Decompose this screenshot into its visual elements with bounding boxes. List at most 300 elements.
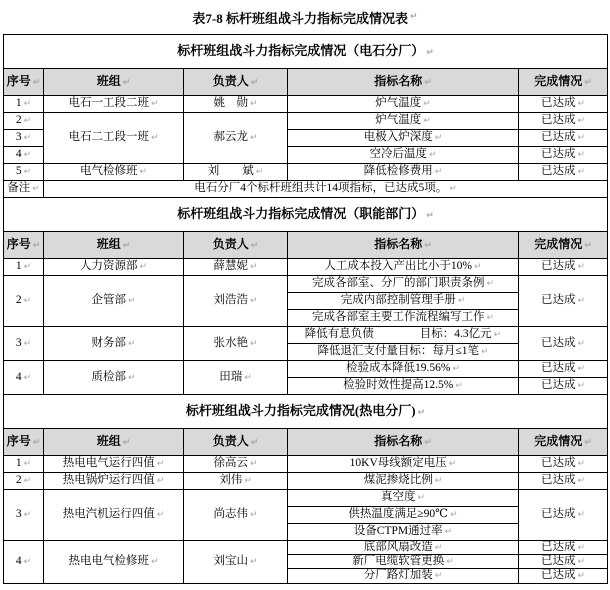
column-header-text: 完成情况 — [534, 74, 583, 89]
table-row — [4, 327, 608, 344]
column-header — [519, 429, 608, 456]
cell-indicator-text: 设备CTPM通过率 — [353, 525, 443, 538]
cell-leader-text: 郝云龙 — [213, 131, 248, 144]
table-section-redian — [3, 394, 608, 584]
paragraph-mark-icon: ↵ — [139, 167, 148, 178]
table-row — [4, 96, 608, 113]
paragraph-mark-icon: ↵ — [577, 167, 586, 178]
cell-num-text: 2 — [15, 114, 22, 127]
cell-leader-text: 刘宝山 — [213, 555, 248, 568]
cell-indicator — [288, 473, 519, 490]
cell-team-text: 质检部 — [91, 370, 126, 383]
paragraph-mark-icon: ↵ — [32, 78, 41, 89]
cell-leader-text: 张水艳 — [213, 336, 248, 349]
paragraph-mark-icon: ↵ — [249, 338, 258, 349]
section-header-row — [4, 395, 608, 429]
paragraph-mark-icon: ↵ — [249, 133, 258, 144]
cell-indicator-text: 完成各部室、分厂的部门职责条例 — [311, 277, 485, 290]
paragraph-mark-icon: ↵ — [577, 133, 586, 144]
cell-indicator-text: 电极入炉深度 — [363, 131, 433, 144]
paragraph-mark-icon: ↵ — [32, 438, 41, 449]
cell-indicator — [288, 490, 519, 507]
paragraph-mark-icon: ↵ — [23, 476, 32, 487]
cell-status-text: 已达成 — [541, 457, 576, 470]
paragraph-mark-icon: ↵ — [424, 78, 432, 89]
cell-num — [4, 147, 44, 164]
cell-indicator — [288, 361, 519, 378]
cell-num — [4, 490, 44, 541]
paragraph-mark-icon: ↵ — [250, 78, 259, 89]
paragraph-mark-icon: ↵ — [584, 241, 592, 252]
cell-leader — [184, 361, 288, 395]
paragraph-mark-icon: ↵ — [577, 510, 586, 521]
cell-leader — [184, 473, 288, 490]
section-title-text: 标杆班组战斗力指标完成情况（职能部门） — [177, 206, 425, 222]
cell-num-text: 1 — [15, 457, 22, 470]
cell-indicator — [288, 569, 519, 583]
cell-num — [4, 361, 44, 395]
paragraph-mark-icon: ↵ — [434, 167, 443, 178]
cell-leader — [184, 276, 288, 327]
section-title — [4, 198, 608, 232]
paragraph-mark-icon: ↵ — [423, 116, 431, 127]
cell-num-text: 3 — [15, 336, 22, 349]
cell-team-text: 热电电气检修班 — [68, 555, 149, 568]
paragraph-mark-icon: ↵ — [577, 476, 586, 487]
paragraph-mark-icon: ↵ — [493, 330, 502, 341]
paragraph-mark-icon: ↵ — [23, 557, 32, 568]
cell-status — [519, 113, 608, 130]
cell-indicator-text: 分厂路灯加装 — [363, 569, 433, 582]
paragraph-mark-icon: ↵ — [584, 438, 592, 449]
cell-status — [519, 276, 608, 327]
paragraph-mark-icon: ↵ — [434, 133, 443, 144]
cell-indicator-text: 炉气温度 — [375, 97, 422, 110]
column-header — [288, 232, 519, 259]
table-row — [4, 541, 608, 555]
paragraph-mark-icon: ↵ — [577, 338, 586, 349]
cell-num — [4, 259, 44, 276]
cell-status-text: 已达成 — [541, 260, 576, 273]
paragraph-mark-icon: ↵ — [577, 262, 586, 273]
paragraph-mark-icon: ↵ — [410, 12, 418, 22]
paragraph-mark-icon: ↵ — [577, 364, 586, 375]
paragraph-mark-icon: ↵ — [474, 262, 482, 273]
table-row — [4, 490, 608, 507]
paragraph-mark-icon: ↵ — [426, 48, 434, 59]
cell-team-text: 企管部 — [91, 294, 126, 307]
paragraph-mark-icon: ↵ — [450, 510, 458, 521]
cell-num-text: 2 — [15, 474, 22, 487]
column-header-text: 负责人 — [212, 74, 249, 89]
cell-indicator — [288, 310, 519, 327]
cell-status-text: 已达成 — [541, 555, 576, 568]
remark-label — [4, 181, 44, 198]
column-header — [44, 69, 184, 96]
column-header-text: 序号 — [6, 74, 31, 89]
cell-leader-text: 姚 勋 — [213, 97, 248, 110]
paragraph-mark-icon: ↵ — [249, 557, 258, 568]
cell-leader — [184, 164, 288, 181]
cell-indicator-text: 供热温度满足≥90℃ — [348, 508, 449, 521]
cell-indicator-text: 10KV母线额定电压 — [349, 457, 447, 470]
cell-num-text: 1 — [15, 97, 22, 110]
paragraph-mark-icon: ↵ — [452, 364, 460, 375]
paragraph-mark-icon: ↵ — [23, 116, 32, 127]
paragraph-mark-icon: ↵ — [423, 99, 431, 110]
cell-status — [519, 361, 608, 378]
column-header — [4, 429, 44, 456]
cell-status-text: 已达成 — [541, 131, 576, 144]
column-header-text: 负责人 — [212, 434, 249, 449]
cell-team — [44, 327, 184, 361]
remark-row — [4, 181, 608, 198]
cell-team — [44, 276, 184, 327]
cell-status-text: 已达成 — [541, 508, 576, 521]
paragraph-mark-icon: ↵ — [23, 167, 32, 178]
cell-status-text: 已达成 — [541, 148, 576, 161]
cell-num — [4, 96, 44, 113]
paragraph-mark-icon: ↵ — [23, 338, 32, 349]
cell-team — [44, 113, 184, 164]
paragraph-mark-icon: ↵ — [23, 262, 32, 273]
column-header-text: 指标名称 — [374, 434, 423, 449]
paragraph-mark-icon: ↵ — [424, 438, 432, 449]
paragraph-mark-icon: ↵ — [434, 571, 443, 582]
paragraph-mark-icon: ↵ — [448, 459, 457, 470]
column-header-text: 序号 — [6, 237, 31, 252]
cell-status — [519, 96, 608, 113]
remark-text-text: 电石分厂4个标杆班组共计14项指标，已达成5项。 — [194, 182, 448, 195]
cell-leader-text: 薛慧妮 — [213, 260, 248, 273]
cell-num — [4, 164, 44, 181]
column-header-text: 完成情况 — [534, 434, 583, 449]
column-header-text: 负责人 — [212, 237, 249, 252]
column-header — [44, 429, 184, 456]
cell-leader-text: 尚志伟 — [213, 508, 248, 521]
cell-status — [519, 456, 608, 473]
cell-status — [519, 147, 608, 164]
cell-team-text: 电石一工段二班 — [68, 97, 149, 110]
paragraph-mark-icon: ↵ — [249, 296, 258, 307]
cell-indicator-text: 完成各部室主要工作流程编写工作 — [311, 311, 485, 324]
paragraph-mark-icon: ↵ — [150, 133, 159, 144]
cell-indicator-text: 煤泥掺烧比例 — [363, 474, 433, 487]
cell-indicator-text: 降低退汇支付量目标：每月≤1笔 — [317, 345, 479, 358]
cell-leader-text: 刘浩浩 — [213, 294, 248, 307]
cell-leader — [184, 327, 288, 361]
paragraph-mark-icon: ↵ — [249, 510, 258, 521]
section-title — [4, 35, 608, 69]
cell-status-text: 已达成 — [541, 114, 576, 127]
cell-status — [519, 473, 608, 490]
paragraph-mark-icon: ↵ — [156, 476, 165, 487]
cell-indicator-text: 检验时效性提高12.5% — [343, 379, 454, 392]
cell-status — [519, 569, 608, 583]
cell-num-text: 4 — [15, 370, 22, 383]
column-header — [4, 69, 44, 96]
paragraph-mark-icon: ↵ — [428, 150, 437, 161]
table-row — [4, 113, 608, 130]
paragraph-mark-icon: ↵ — [23, 133, 32, 144]
paragraph-mark-icon: ↵ — [577, 459, 586, 470]
paragraph-mark-icon: ↵ — [156, 459, 165, 470]
cell-indicator-text: 降低检修费用 — [363, 165, 433, 178]
cell-indicator — [288, 327, 519, 344]
remark-text — [44, 181, 608, 198]
column-header — [519, 232, 608, 259]
paragraph-mark-icon: ↵ — [481, 347, 489, 358]
paragraph-mark-icon: ↵ — [127, 338, 136, 349]
paragraph-mark-icon: ↵ — [127, 296, 136, 307]
paragraph-mark-icon: ↵ — [23, 99, 32, 110]
cell-num-text: 5 — [15, 165, 22, 178]
cell-team — [44, 361, 184, 395]
cell-team — [44, 259, 184, 276]
cell-status-text: 已达成 — [541, 474, 576, 487]
paragraph-mark-icon: ↵ — [23, 150, 32, 161]
paragraph-mark-icon: ↵ — [449, 184, 457, 195]
cell-indicator — [288, 130, 519, 147]
cell-status — [519, 164, 608, 181]
cell-num — [4, 276, 44, 327]
cell-num — [4, 541, 44, 584]
paragraph-mark-icon: ↵ — [455, 381, 463, 392]
cell-team-text: 财务部 — [91, 336, 126, 349]
page-title — [0, 0, 610, 34]
cell-indicator — [288, 456, 519, 473]
cell-team-text: 电气检修班 — [79, 165, 138, 178]
table-row — [4, 361, 608, 378]
cell-indicator-text: 真空度 — [380, 491, 416, 504]
cell-num-text: 4 — [15, 148, 22, 161]
paragraph-mark-icon: ↵ — [249, 99, 258, 110]
paragraph-mark-icon: ↵ — [250, 438, 259, 449]
cell-team-text: 人力资源部 — [79, 260, 138, 273]
cell-num-text: 1 — [15, 260, 22, 273]
paragraph-mark-icon: ↵ — [577, 557, 586, 568]
cell-indicator-text: 人工成本投入产出比小于10% — [324, 260, 473, 273]
column-header — [288, 69, 519, 96]
paragraph-mark-icon: ↵ — [444, 527, 453, 538]
cell-num — [4, 113, 44, 130]
paragraph-mark-icon: ↵ — [577, 116, 586, 127]
cell-team-text: 热电锅炉运行四值 — [62, 474, 155, 487]
cell-indicator — [288, 147, 519, 164]
paragraph-mark-icon: ↵ — [577, 571, 586, 582]
remark-label-text: 备注 — [7, 182, 31, 195]
cell-indicator-text: 底部风扇改造 — [363, 541, 433, 553]
cell-leader — [184, 490, 288, 541]
paragraph-mark-icon: ↵ — [150, 557, 159, 568]
cell-indicator-text: 检验成本降低19.56% — [345, 362, 451, 375]
cell-status-text: 已达成 — [541, 294, 576, 307]
paragraph-mark-icon: ↵ — [249, 459, 258, 470]
column-header — [519, 69, 608, 96]
cell-status-text: 已达成 — [541, 362, 576, 375]
cell-leader — [184, 113, 288, 164]
cell-team — [44, 490, 184, 541]
cell-num — [4, 130, 44, 147]
cell-leader — [184, 259, 288, 276]
paragraph-mark-icon: ↵ — [139, 262, 148, 273]
table-section-dianshi — [3, 34, 608, 198]
table-section-zhineng — [3, 197, 608, 395]
cell-team — [44, 473, 184, 490]
paragraph-mark-icon: ↵ — [23, 510, 32, 521]
table-body — [4, 35, 608, 198]
cell-num — [4, 473, 44, 490]
cell-team-text: 热电电气运行四值 — [62, 457, 155, 470]
cell-leader — [184, 541, 288, 584]
paragraph-mark-icon: ↵ — [486, 279, 495, 290]
column-header-text: 班组 — [96, 74, 121, 89]
section-title-text: 标杆班组战斗力指标完成情况（电石分厂） — [177, 43, 425, 59]
cell-indicator — [288, 541, 519, 555]
cell-status-text: 已达成 — [541, 97, 576, 110]
paragraph-mark-icon: ↵ — [577, 543, 586, 553]
cell-status — [519, 541, 608, 555]
table-body — [4, 198, 608, 395]
cell-team — [44, 541, 184, 584]
cell-num — [4, 327, 44, 361]
cell-team — [44, 96, 184, 113]
table-row — [4, 456, 608, 473]
column-header — [44, 232, 184, 259]
cell-indicator-text: 降低有息负债 目标：4.3亿元 — [304, 328, 492, 341]
paragraph-mark-icon: ↵ — [122, 241, 131, 252]
cell-team — [44, 456, 184, 473]
paragraph-mark-icon: ↵ — [434, 476, 443, 487]
cell-indicator-text: 完成内部控制管理手册 — [340, 294, 456, 307]
paragraph-mark-icon: ↵ — [417, 493, 426, 504]
table-row — [4, 259, 608, 276]
cell-indicator-text: 空冷后温度 — [369, 148, 427, 161]
paragraph-mark-icon: ↵ — [457, 296, 466, 307]
paragraph-mark-icon: ↵ — [150, 99, 159, 110]
cell-status-text: 已达成 — [541, 541, 576, 553]
table-row — [4, 164, 608, 181]
paragraph-mark-icon: ↵ — [584, 78, 592, 89]
cell-leader-text: 刘伟 — [219, 474, 243, 487]
cell-status — [519, 555, 608, 569]
paragraph-mark-icon: ↵ — [577, 296, 586, 307]
column-header-row — [4, 429, 608, 456]
cell-status-text: 已达成 — [541, 569, 576, 582]
column-header-text: 完成情况 — [534, 237, 583, 252]
cell-team-text: 热电汽机运行四值 — [62, 508, 155, 521]
cell-leader-text: 田瑞 — [219, 370, 243, 383]
paragraph-mark-icon: ↵ — [486, 313, 495, 324]
column-header-text: 指标名称 — [374, 237, 423, 252]
paragraph-mark-icon: ↵ — [577, 99, 586, 110]
column-header — [184, 69, 288, 96]
table-body — [4, 395, 608, 584]
paragraph-mark-icon: ↵ — [577, 150, 586, 161]
column-header — [4, 232, 44, 259]
section-header-row — [4, 198, 608, 232]
paragraph-mark-icon: ↵ — [32, 184, 40, 195]
paragraph-mark-icon: ↵ — [244, 372, 252, 383]
cell-num-text: 4 — [15, 555, 22, 568]
section-header-row — [4, 35, 608, 69]
table-row — [4, 276, 608, 293]
cell-leader — [184, 456, 288, 473]
paragraph-mark-icon: ↵ — [244, 476, 252, 487]
column-header-text: 指标名称 — [374, 74, 423, 89]
paragraph-mark-icon: ↵ — [426, 211, 434, 222]
paragraph-mark-icon: ↵ — [156, 510, 165, 521]
page-title-text: 表7-8 标杆班组战斗力指标完成情况表 — [192, 10, 409, 26]
cell-indicator — [288, 344, 519, 361]
cell-indicator — [288, 276, 519, 293]
cell-status — [519, 490, 608, 541]
cell-status-text: 已达成 — [541, 379, 576, 392]
paragraph-mark-icon: ↵ — [32, 241, 41, 252]
column-header — [184, 232, 288, 259]
paragraph-mark-icon: ↵ — [249, 262, 258, 273]
cell-indicator-text: 炉气温度 — [375, 114, 422, 127]
cell-leader-text: 徐高云 — [213, 457, 248, 470]
column-header-row — [4, 232, 608, 259]
cell-status — [519, 327, 608, 361]
paragraph-mark-icon: ↵ — [577, 381, 586, 392]
column-header — [184, 429, 288, 456]
paragraph-mark-icon: ↵ — [122, 78, 131, 89]
cell-indicator — [288, 259, 519, 276]
paragraph-mark-icon: ↵ — [424, 241, 432, 252]
paragraph-mark-icon: ↵ — [23, 296, 32, 307]
paragraph-mark-icon: ↵ — [250, 241, 259, 252]
cell-indicator — [288, 96, 519, 113]
cell-indicator — [288, 113, 519, 130]
cell-status — [519, 378, 608, 395]
paragraph-mark-icon: ↵ — [122, 438, 131, 449]
cell-indicator-text: 新厂电缆软管更换 — [352, 555, 445, 568]
section-title-text: 标杆班组战斗力指标完成情况(热电分厂) — [185, 403, 416, 419]
cell-status-text: 已达成 — [541, 165, 576, 178]
paragraph-mark-icon: ↵ — [23, 372, 32, 383]
cell-num — [4, 456, 44, 473]
cell-num-text: 3 — [15, 131, 22, 144]
column-header-text: 班组 — [96, 434, 121, 449]
paragraph-mark-icon: ↵ — [23, 459, 32, 470]
cell-indicator — [288, 524, 519, 541]
paragraph-mark-icon: ↵ — [446, 557, 454, 568]
cell-indicator — [288, 378, 519, 395]
cell-team-text: 电石二工段一班 — [68, 131, 149, 144]
table-row — [4, 473, 608, 490]
column-header-text: 班组 — [96, 237, 121, 252]
cell-indicator — [288, 164, 519, 181]
section-title — [4, 395, 608, 429]
column-header — [288, 429, 519, 456]
cell-num-text: 3 — [15, 508, 22, 521]
cell-leader-text: 刘 斌 — [207, 165, 254, 178]
cell-status-text: 已达成 — [541, 336, 576, 349]
cell-status — [519, 130, 608, 147]
paragraph-mark-icon: ↵ — [127, 372, 136, 383]
column-header-row — [4, 69, 608, 96]
cell-leader — [184, 96, 288, 113]
cell-status — [519, 259, 608, 276]
column-header-text: 序号 — [6, 434, 31, 449]
paragraph-mark-icon: ↵ — [417, 408, 426, 419]
cell-indicator — [288, 555, 519, 569]
cell-team — [44, 164, 184, 181]
cell-num-text: 2 — [15, 294, 22, 307]
cell-indicator — [288, 293, 519, 310]
